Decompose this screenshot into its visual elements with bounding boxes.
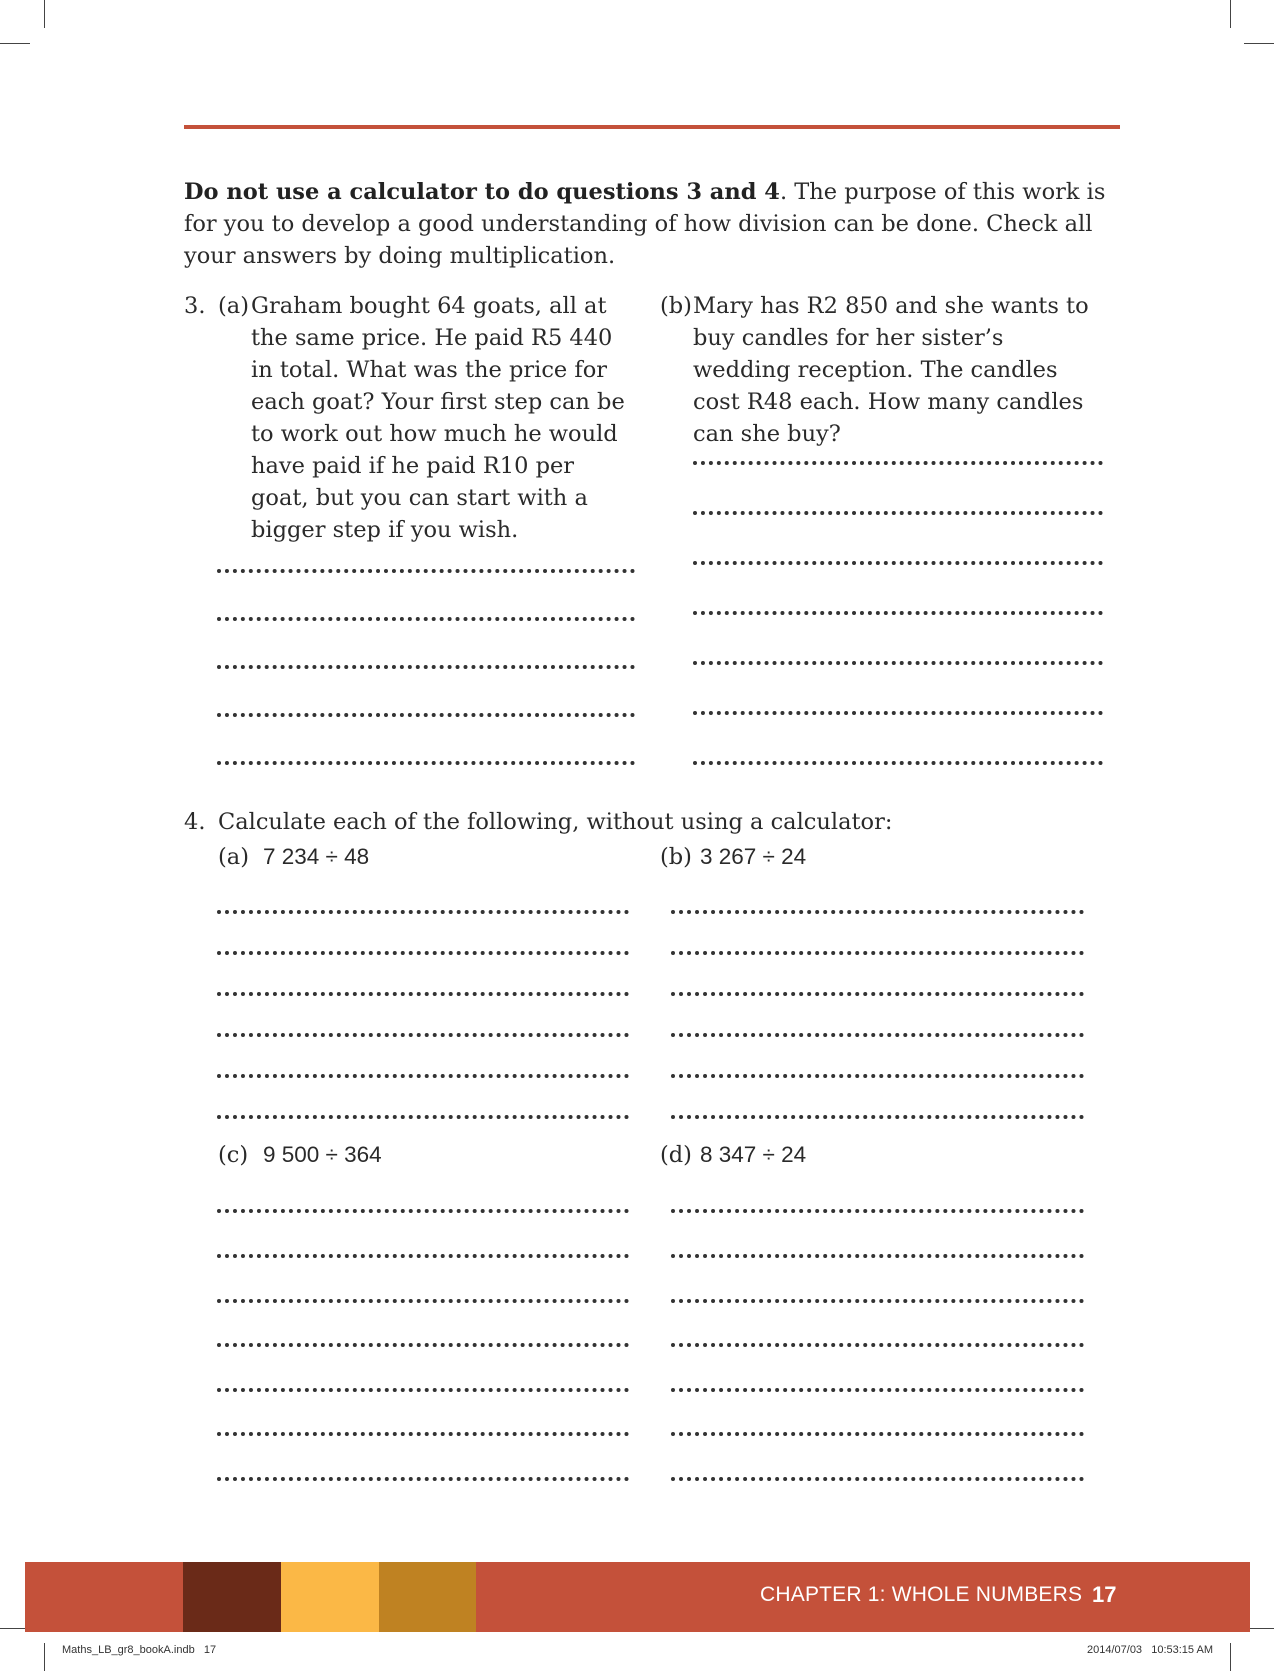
answer-line[interactable] <box>217 665 635 669</box>
answer-line[interactable] <box>217 992 629 996</box>
answer-line[interactable] <box>217 1388 629 1392</box>
answer-line[interactable] <box>217 761 635 765</box>
question-3b-label: (b) <box>660 293 692 319</box>
answer-line[interactable] <box>217 1115 629 1119</box>
answer-line[interactable] <box>671 1432 1084 1436</box>
answer-line[interactable] <box>671 1074 1084 1078</box>
answer-line[interactable] <box>671 1343 1084 1347</box>
question-4c-expression: 9 500 ÷ 364 <box>263 1142 382 1167</box>
answer-line[interactable] <box>671 992 1084 996</box>
answer-line[interactable] <box>217 713 635 717</box>
answer-line[interactable] <box>693 661 1103 665</box>
answer-line[interactable] <box>671 910 1084 914</box>
answer-line[interactable] <box>217 1477 629 1481</box>
answer-line[interactable] <box>693 711 1103 715</box>
instructions-bold: Do not use a calculator to do questions 3 and 4 <box>184 179 780 205</box>
question-4a-expression: 7 234 ÷ 48 <box>263 844 370 869</box>
question-4-number: 4. <box>184 809 206 835</box>
footer-block-dark <box>183 1562 281 1632</box>
crop-mark <box>1230 1643 1231 1671</box>
instructions-rest: . The purpose of this work is for you to develop a good understanding of how division can be done. Check all your answers by doing multiplication. <box>184 179 1106 269</box>
question-4-text: Calculate each of the following, without using a calculator: <box>218 809 893 835</box>
answer-line[interactable] <box>217 1209 629 1213</box>
answer-line[interactable] <box>217 1432 629 1436</box>
answer-line[interactable] <box>217 951 629 955</box>
crop-mark <box>1230 0 1231 28</box>
answer-line[interactable] <box>671 1299 1084 1303</box>
crop-mark <box>0 43 30 44</box>
answer-line[interactable] <box>671 1477 1084 1481</box>
question-3-number: 3. <box>184 293 206 319</box>
answer-line[interactable] <box>671 1388 1084 1392</box>
slug-timestamp: 2014/07/03 10:53:15 AM <box>1087 1644 1213 1656</box>
instructions <box>184 176 1124 272</box>
question-3a-text: Graham bought 64 goats, all at the same price. He paid R5 440 in total. What was the price for each goat? Your first step can be to work out how much he would have paid if he paid R10 per goat, but you can start with a bigger step if you wish. <box>251 293 625 543</box>
chapter-title: CHAPTER 1: WHOLE NUMBERS <box>760 1583 1083 1606</box>
answer-line[interactable] <box>217 1074 629 1078</box>
crop-mark <box>44 1643 45 1671</box>
answer-line[interactable] <box>671 1209 1084 1213</box>
answer-line[interactable] <box>693 761 1103 765</box>
answer-line[interactable] <box>671 1254 1084 1258</box>
answer-line[interactable] <box>217 569 635 573</box>
footer-block-mustard <box>379 1562 476 1632</box>
answer-line[interactable] <box>217 1343 629 1347</box>
answer-line[interactable] <box>693 561 1103 565</box>
answer-line[interactable] <box>217 910 629 914</box>
answer-line[interactable] <box>693 461 1103 465</box>
question-4c-label: (c) <box>218 1142 249 1168</box>
page-number: 17 <box>1092 1582 1117 1607</box>
crop-mark <box>1244 43 1274 44</box>
answer-line[interactable] <box>693 611 1103 615</box>
answer-line[interactable] <box>671 1115 1084 1119</box>
answer-line[interactable] <box>671 951 1084 955</box>
question-4b-expression: 3 267 ÷ 24 <box>700 844 807 869</box>
answer-line[interactable] <box>671 1033 1084 1037</box>
header-rule <box>184 125 1120 129</box>
answer-line[interactable] <box>217 617 635 621</box>
question-4a-label: (a) <box>218 844 249 870</box>
slug-filename: Maths_LB_gr8_bookA.indb 17 <box>62 1644 217 1656</box>
question-3a-label: (a) <box>218 293 249 319</box>
answer-line[interactable] <box>217 1299 629 1303</box>
answer-line[interactable] <box>693 511 1103 515</box>
answer-line[interactable] <box>217 1254 629 1258</box>
question-4d-expression: 8 347 ÷ 24 <box>700 1142 807 1167</box>
crop-mark <box>44 0 45 28</box>
question-4d-label: (d) <box>660 1142 692 1168</box>
question-3b-text: Mary has R2 850 and she wants to buy candles for her sister’s wedding reception. The candles cost R48 each. How many candles can she buy? <box>693 293 1089 447</box>
question-4b-label: (b) <box>660 844 692 870</box>
answer-line[interactable] <box>217 1033 629 1037</box>
footer-block-yellow <box>281 1562 379 1632</box>
